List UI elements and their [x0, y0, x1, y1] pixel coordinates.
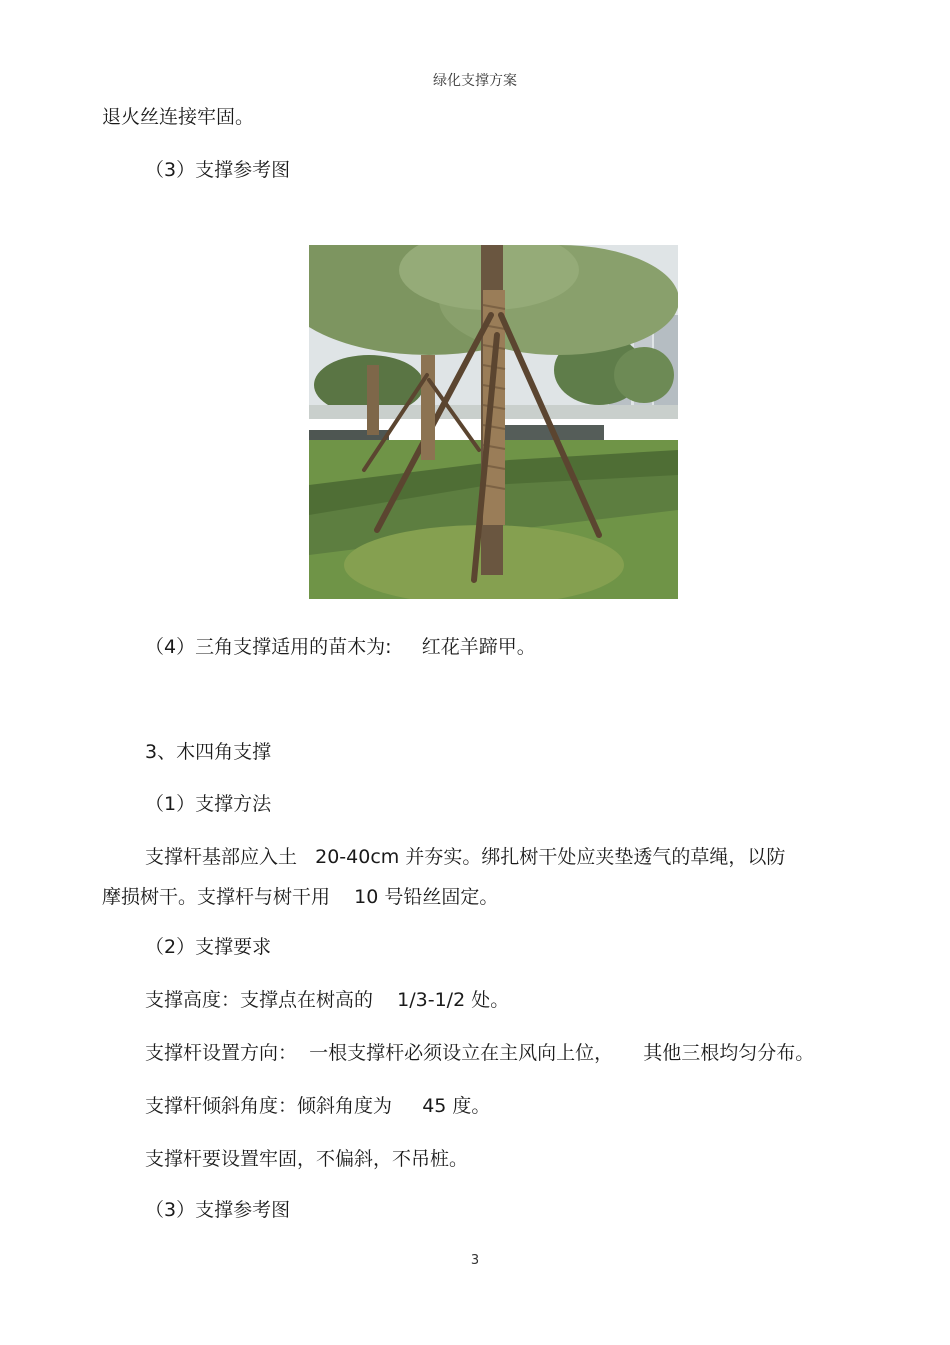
paragraph-line: 支撑杆基部应入土 20-40cm 并夯实。绑扎树干处应夹垫透气的草绳，以防: [145, 846, 786, 868]
paragraph-line: 支撑杆设置方向： 一根支撑杆必须设立在主风向上位， 其他三根均匀分布。: [145, 1042, 815, 1064]
section-heading: （3）支撑参考图: [145, 159, 291, 181]
paragraph-line: 摩损树干。支撑杆与树干用 10 号铅丝固定。: [102, 886, 499, 908]
paragraph-line: 支撑杆倾斜角度：倾斜角度为 45 度。: [145, 1095, 491, 1117]
section-heading: （3）支撑参考图: [145, 1199, 291, 1221]
tree-support-photo: [309, 245, 678, 599]
text-line: 退火丝连接牢固。: [102, 106, 255, 128]
page-number: 3: [470, 1253, 480, 1268]
page-header: 绿化支撑方案: [433, 73, 517, 89]
text-line: （4）三角支撑适用的苗木为: 红花羊蹄甲。: [145, 636, 536, 658]
paragraph-line: 支撑高度：支撑点在树高的 1/3-1/2 处。: [145, 989, 510, 1011]
paragraph-line: 支撑杆要设置牢固，不偏斜，不吊桩。: [145, 1148, 469, 1170]
section-heading: （1）支撑方法: [145, 793, 272, 815]
section-heading: 3、木四角支撑: [145, 741, 272, 763]
section-heading: （2）支撑要求: [145, 936, 272, 958]
